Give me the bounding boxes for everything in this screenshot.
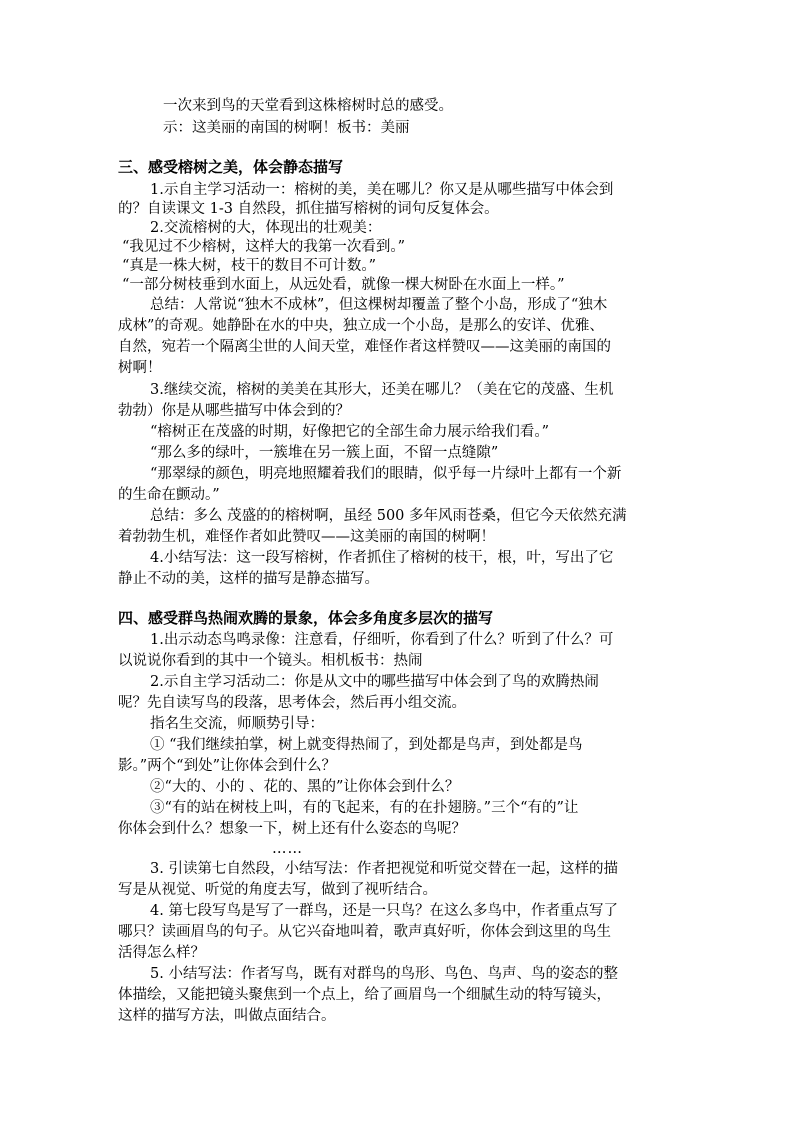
text-line: 自然，宛若一个隔离尘世的人间天堂，难怪作者这样赞叹——这美丽的南国的 [118, 339, 611, 355]
text-line: 示：这美丽的南国的树啊！板书：美丽 [163, 120, 410, 136]
text-line: 4. 第七段写鸟是写了一群鸟，还是一只鸟？在这么多鸟中，作者重点写了 [150, 903, 618, 919]
text-line: 3. 引读第七自然段，小结写法：作者把视觉和听觉交替在一起，这样的描 [150, 861, 618, 877]
quote-line: “榕树正在茂盛的时期，好像把它的全部生命力展示给我们看。” [150, 424, 550, 440]
text-line: 体描绘，又能把镜头聚焦到一个点上，给了画眉鸟一个细腻生动的特写镜头， [118, 987, 611, 1003]
text-line: 呢？先自读写鸟的段落，思考体会，然后再小组交流。 [118, 695, 466, 711]
text-line: 3.继续交流，榕树的美美在其形大，还美在哪儿？（美在它的茂盛、生机 [150, 382, 614, 398]
quote-line: “那翠绿的颜色，明亮地照耀着我们的眼睛，似乎每一片绿叶上都有一个新 [150, 466, 622, 482]
text-line: 2.交流榕树的大，体现出的壮观美： [150, 220, 382, 236]
text-line: ① “我们继续拍掌，树上就变得热闹了，到处都是鸟声，到处都是鸟 [150, 737, 583, 753]
ellipsis: …… [272, 841, 303, 857]
text-line: ③“有的站在树枝上叫，有的飞起来，有的在扑翅膀。”三个“有的”让 [150, 800, 579, 816]
text-line: 静止不动的美，这样的描写是静态描写。 [118, 571, 379, 587]
text-line: 4.小结写法：这一段写榕树，作者抓住了榕树的枝干，根，叶，写出了它 [150, 550, 614, 566]
text-line: ②“大的、小的 、花的、黑的”让你体会到什么？ [150, 779, 460, 795]
quote-line: “一部分树枝垂到水面上，从远处看，就像一棵大树卧在水面上一样。” [122, 277, 565, 293]
section-heading: 四、感受群鸟热闹欢腾的景象，体会多角度多层次的描写 [118, 609, 494, 627]
quote-line: “真是一株大树，枝干的数目不可计数。” [122, 258, 377, 274]
text-line: 一次来到鸟的天堂看到这株榕树时总的感受。 [163, 98, 453, 114]
text-line: 的？自读课文 1-3 自然段，抓住描写榕树的词句反复体会。 [118, 201, 499, 217]
text-line: 着勃勃生机，难怪作者如此赞叹——这美丽的南国的树啊！ [118, 529, 495, 545]
text-line: 影。”两个“到处”让你体会到什么？ [118, 758, 336, 774]
text-line: 勃勃）你是从哪些描写中体会到的？ [118, 403, 350, 419]
section-heading: 三、感受榕树之美，体会静态描写 [118, 158, 344, 176]
text-line: 写是从视觉、听觉的角度去写，做到了视听结合。 [118, 882, 437, 898]
text-line: 你体会到什么？想象一下，树上还有什么姿态的鸟呢？ [118, 821, 466, 837]
text-line: 5. 小结写法：作者写鸟，既有对群鸟的鸟形、鸟色、鸟声、鸟的姿态的整 [150, 966, 618, 982]
text-line: 树啊！ [118, 360, 162, 376]
quote-line: “那么多的绿叶，一簇堆在另一簇上面，不留一点缝隙” [150, 445, 499, 461]
quote-line: “我见过不少榕树，这样大的我第一次看到。” [122, 239, 406, 255]
text-line: 1.出示动态鸟鸣录像：注意看，仔细听，你看到了什么？听到了什么？可 [150, 632, 614, 648]
text-line: 活得怎么样？ [118, 945, 205, 961]
text-line: 总结：人常说“独木不成林”，但这棵树却覆盖了整个小岛，形成了“独木 [150, 297, 608, 313]
text-line: 的生命在颤动。” [118, 487, 220, 503]
text-line: 总结：多么 茂盛的的榕树啊，虽经 500 多年风雨苍桑，但它今天依然充满 [150, 508, 627, 524]
text-line: 1.示自主学习活动一：榕树的美，美在哪儿？你又是从哪些描写中体会到 [150, 182, 614, 198]
text-line: 以说说你看到的其中一个镜头。相机板书：热闹 [118, 653, 423, 669]
text-line: 2.示自主学习活动二：你是从文中的哪些描写中体会到了鸟的欢腾热闹 [150, 674, 599, 690]
text-line: 成林”的奇观。她静卧在水的中央，独立成一个小岛，是那么的安详、优雅、 [118, 318, 604, 334]
text-line: 这样的描写方法，叫做点面结合。 [118, 1008, 336, 1024]
text-line: 哪只？读画眉鸟的句子。从它兴奋地叫着，歌声真好听，你体会到这里的鸟生 [118, 924, 611, 940]
text-line: 指名生交流，师顺势引导： [150, 716, 324, 732]
